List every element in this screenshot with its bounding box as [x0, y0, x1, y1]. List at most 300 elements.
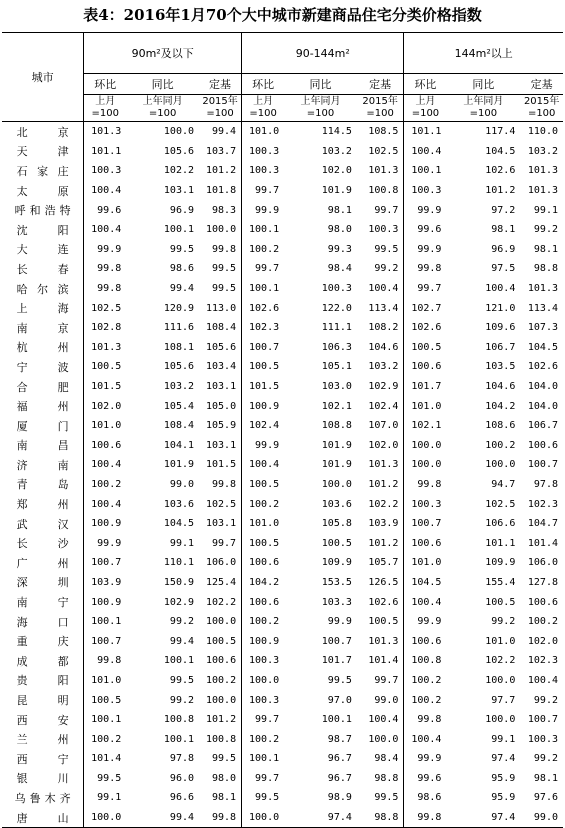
value-cell: 108.8	[321, 420, 352, 432]
value-cell: 104.5	[411, 576, 442, 588]
value-cell: 98.1	[533, 243, 558, 255]
value-cell: 102.8	[91, 322, 122, 334]
value-cell: 99.6	[417, 224, 442, 236]
base-header-row	[2, 95, 563, 122]
value-cell: 97.4	[284, 808, 357, 828]
value-cell: 100.3	[249, 165, 280, 177]
city-cell: 呼和浩特	[2, 200, 84, 220]
value-cell: 99.0	[357, 690, 404, 710]
table-row	[2, 788, 563, 808]
value-cell: 108.2	[357, 318, 404, 338]
value-cell: 101.1	[485, 537, 516, 549]
value-cell: 100.2	[411, 694, 442, 706]
value-cell: 100.5	[321, 537, 352, 549]
value-cell: 121.0	[485, 302, 516, 314]
value-cell: 105.8	[321, 518, 352, 530]
value-cell: 101.0	[485, 635, 516, 647]
value-cell: 104.7	[527, 518, 558, 530]
value-cell: 96.9	[491, 243, 516, 255]
table-row	[2, 631, 563, 651]
sub-header-cell: 同比	[126, 74, 199, 95]
value-cell: 96.6	[169, 792, 195, 804]
table-row	[2, 494, 563, 514]
value-cell: 94.7	[491, 478, 516, 490]
value-cell: 100.2	[91, 478, 122, 490]
value-cell: 100.2	[199, 671, 242, 691]
value-cell: 113.4	[357, 298, 404, 318]
value-cell: 103.6	[163, 498, 195, 510]
value-cell: 101.9	[321, 439, 352, 451]
city-cell: 合肥	[2, 377, 84, 397]
value-cell: 101.0	[249, 126, 280, 138]
table-row	[2, 455, 563, 475]
value-cell: 102.1	[411, 420, 442, 432]
city-cell: 长春	[2, 259, 84, 279]
city-cell: 宁波	[2, 357, 84, 377]
value-cell: 120.9	[163, 302, 195, 314]
value-cell: 100.4	[91, 224, 122, 236]
value-cell: 111.1	[321, 322, 352, 334]
value-cell: 97.4	[491, 753, 516, 765]
value-cell: 100.8	[163, 714, 195, 726]
value-cell: 98.1	[491, 224, 516, 236]
value-cell: 101.2	[357, 475, 404, 495]
value-cell: 99.9	[255, 439, 280, 451]
value-cell: 105.9	[199, 416, 242, 436]
value-cell: 99.9	[417, 753, 442, 765]
value-cell: 99.5	[169, 243, 195, 255]
value-cell: 99.7	[255, 185, 280, 197]
base-header-cell: 上月 =100	[242, 95, 285, 122]
value-cell: 100.9	[91, 518, 122, 530]
table-row	[2, 200, 563, 220]
value-cell: 101.8	[199, 181, 242, 201]
value-cell: 110.1	[163, 557, 195, 569]
table-row	[2, 749, 563, 769]
value-cell: 117.4	[485, 126, 516, 138]
value-cell: 99.8	[97, 283, 122, 295]
value-cell: 104.6	[485, 381, 516, 393]
value-cell: 103.2	[321, 145, 352, 157]
city-cell: 青岛	[2, 475, 84, 495]
value-cell: 98.0	[327, 224, 352, 236]
value-cell: 101.3	[357, 161, 404, 181]
table-row	[2, 475, 563, 495]
value-cell: 126.5	[357, 573, 404, 593]
value-cell: 101.0	[411, 400, 442, 412]
city-cell: 北京	[2, 122, 84, 142]
value-cell: 101.5	[91, 381, 122, 393]
value-cell: 100.5	[249, 478, 280, 490]
value-cell: 100.2	[485, 439, 516, 451]
base-header-cell: 上年同月 =100	[284, 95, 357, 122]
table-row	[2, 181, 563, 201]
value-cell: 100.0	[199, 220, 242, 240]
value-cell: 106.6	[485, 518, 516, 530]
value-cell: 104.5	[527, 341, 558, 353]
value-cell: 100.4	[91, 185, 122, 197]
value-cell: 100.6	[527, 439, 558, 451]
value-cell: 102.6	[527, 361, 558, 373]
value-cell: 101.3	[527, 165, 558, 177]
sub-header-cell: 环比	[84, 74, 127, 95]
table-row	[2, 651, 563, 671]
value-cell: 103.1	[199, 436, 242, 456]
value-cell: 106.7	[527, 420, 558, 432]
city-cell: 南宁	[2, 592, 84, 612]
value-cell: 101.2	[199, 710, 242, 730]
city-cell: 昆明	[2, 690, 84, 710]
value-cell: 99.2	[169, 694, 195, 706]
value-cell: 98.4	[357, 749, 404, 769]
value-cell: 96.7	[327, 772, 352, 784]
value-cell: 122.0	[321, 302, 352, 314]
value-cell: 99.2	[533, 694, 558, 706]
value-cell: 99.8	[199, 808, 242, 828]
value-cell: 108.4	[163, 420, 195, 432]
base-header-cell: 2015年 =100	[357, 95, 404, 122]
value-cell: 100.3	[411, 185, 442, 197]
value-cell: 105.6	[163, 145, 195, 157]
value-cell: 100.3	[357, 220, 404, 240]
value-cell: 99.2	[357, 259, 404, 279]
value-cell: 97.4	[446, 808, 520, 828]
value-cell: 97.5	[491, 263, 516, 275]
value-cell: 96.7	[327, 753, 352, 765]
value-cell: 101.4	[357, 651, 404, 671]
value-cell: 102.3	[249, 322, 280, 334]
value-cell: 102.6	[485, 165, 516, 177]
value-cell: 102.3	[527, 498, 558, 510]
value-cell: 104.5	[163, 518, 195, 530]
city-cell: 成都	[2, 651, 84, 671]
value-cell: 98.8	[357, 769, 404, 789]
value-cell: 100.7	[249, 341, 280, 353]
table-row	[2, 318, 563, 338]
value-cell: 99.5	[169, 674, 195, 686]
value-cell: 100.9	[249, 400, 280, 412]
value-cell: 98.3	[199, 200, 242, 220]
value-cell: 100.4	[411, 596, 442, 608]
value-cell: 99.1	[169, 537, 195, 549]
city-cell: 厦门	[2, 416, 84, 436]
value-cell: 102.6	[411, 322, 442, 334]
value-cell: 104.5	[485, 145, 516, 157]
value-cell: 101.3	[91, 126, 122, 138]
value-cell: 100.3	[411, 498, 442, 510]
value-cell: 100.0	[242, 808, 285, 828]
value-cell: 102.0	[91, 400, 122, 412]
value-cell: 104.0	[527, 400, 558, 412]
value-cell: 100.0	[163, 126, 195, 138]
table-row	[2, 612, 563, 632]
value-cell: 101.0	[91, 674, 122, 686]
value-cell: 100.5	[357, 612, 404, 632]
value-cell: 101.1	[91, 145, 122, 157]
value-cell: 105.4	[163, 400, 195, 412]
base-header-cell: 上月 =100	[404, 95, 447, 122]
table-row	[2, 573, 563, 593]
value-cell: 99.9	[417, 616, 442, 628]
city-cell: 济南	[2, 455, 84, 475]
value-cell: 99.1	[533, 204, 558, 216]
value-cell: 155.4	[485, 576, 516, 588]
value-cell: 98.1	[533, 772, 558, 784]
value-cell: 103.0	[321, 381, 352, 393]
value-cell: 104.0	[527, 381, 558, 393]
value-cell: 100.4	[411, 733, 442, 745]
value-cell: 101.5	[249, 381, 280, 393]
value-cell: 103.6	[321, 498, 352, 510]
city-cell: 乌鲁木齐	[2, 788, 84, 808]
value-cell: 103.1	[199, 514, 242, 534]
value-cell: 99.7	[357, 671, 404, 691]
table-row	[2, 122, 563, 142]
value-cell: 100.1	[249, 753, 280, 765]
sub-header-cell: 环比	[404, 74, 447, 95]
sub-header-cell: 同比	[446, 74, 520, 95]
value-cell: 100.5	[411, 341, 442, 353]
value-cell: 100.7	[411, 518, 442, 530]
value-cell: 100.3	[249, 694, 280, 706]
value-cell: 108.6	[485, 420, 516, 432]
table-row	[2, 298, 563, 318]
value-cell: 100.6	[249, 596, 280, 608]
value-cell: 103.7	[199, 142, 242, 162]
value-cell: 100.0	[249, 674, 280, 686]
value-cell: 127.8	[527, 576, 558, 588]
base-header-cell: 2015年 =100	[520, 95, 563, 122]
table-row	[2, 436, 563, 456]
table-row	[2, 533, 563, 553]
value-cell: 102.4	[249, 420, 280, 432]
value-cell: 105.6	[163, 361, 195, 373]
value-cell: 100.2	[249, 616, 280, 628]
value-cell: 107.3	[527, 322, 558, 334]
value-cell: 102.2	[357, 494, 404, 514]
value-cell: 101.3	[527, 185, 558, 197]
table-row	[2, 729, 563, 749]
value-cell: 106.7	[485, 341, 516, 353]
value-cell: 101.7	[411, 381, 442, 393]
value-cell: 100.1	[91, 616, 122, 628]
value-cell: 102.7	[411, 302, 442, 314]
value-cell: 102.1	[321, 400, 352, 412]
value-cell: 100.0	[485, 459, 516, 471]
value-cell: 99.8	[97, 655, 122, 667]
value-cell: 103.3	[321, 596, 352, 608]
value-cell: 105.1	[321, 361, 352, 373]
value-cell: 98.4	[327, 263, 352, 275]
value-cell: 108.4	[199, 318, 242, 338]
value-cell: 99.5	[255, 792, 280, 804]
value-cell: 96.0	[169, 772, 195, 784]
value-cell: 101.1	[411, 126, 442, 138]
value-cell: 102.5	[357, 142, 404, 162]
value-cell: 98.8	[357, 808, 404, 828]
base-header-cell: 2015年 =100	[199, 95, 242, 122]
sub-header-cell: 定基	[520, 74, 563, 95]
value-cell: 99.7	[255, 772, 280, 784]
value-cell: 100.8	[411, 655, 442, 667]
sub-header-cell: 环比	[242, 74, 285, 95]
value-cell: 99.0	[169, 478, 195, 490]
value-cell: 100.3	[527, 733, 558, 745]
value-cell: 101.4	[91, 753, 122, 765]
value-cell: 99.5	[327, 674, 352, 686]
value-cell: 100.3	[249, 655, 280, 667]
table-row	[2, 592, 563, 612]
value-cell: 99.9	[97, 243, 122, 255]
value-cell: 109.9	[485, 557, 516, 569]
value-cell: 100.5	[91, 361, 122, 373]
table-row	[2, 416, 563, 436]
value-cell: 106.0	[527, 557, 558, 569]
value-cell: 99.9	[97, 537, 122, 549]
sub-header-cell: 定基	[199, 74, 242, 95]
value-cell: 98.1	[327, 204, 352, 216]
value-cell: 95.9	[491, 792, 516, 804]
value-cell: 99.7	[255, 714, 280, 726]
city-cell: 哈尔滨	[2, 279, 84, 299]
value-cell: 100.1	[163, 655, 195, 667]
value-cell: 153.5	[321, 576, 352, 588]
value-cell: 98.8	[533, 263, 558, 275]
value-cell: 113.0	[199, 298, 242, 318]
value-cell: 99.8	[199, 240, 242, 260]
value-cell: 99.9	[417, 204, 442, 216]
city-cell: 唐山	[2, 808, 84, 828]
value-cell: 99.8	[97, 263, 122, 275]
value-cell: 97.6	[533, 792, 558, 804]
value-cell: 100.0	[357, 729, 404, 749]
value-cell: 99.2	[533, 224, 558, 236]
value-cell: 125.4	[199, 573, 242, 593]
city-cell: 银川	[2, 769, 84, 789]
value-cell: 102.6	[357, 592, 404, 612]
table-row	[2, 396, 563, 416]
value-cell: 101.4	[527, 537, 558, 549]
value-cell: 100.7	[91, 635, 122, 647]
value-cell: 103.1	[163, 185, 195, 197]
value-cell: 100.5	[199, 631, 242, 651]
table-row	[2, 808, 563, 828]
table-row	[2, 553, 563, 573]
value-cell: 101.3	[91, 341, 122, 353]
table-row	[2, 710, 563, 730]
value-cell: 100.6	[91, 439, 122, 451]
value-cell: 102.5	[91, 302, 122, 314]
value-cell: 99.4	[169, 283, 195, 295]
value-cell: 100.0	[199, 690, 242, 710]
table-row	[2, 279, 563, 299]
value-cell: 99.5	[97, 772, 122, 784]
value-cell: 99.4	[169, 635, 195, 647]
value-cell: 97.8	[533, 478, 558, 490]
value-cell: 100.0	[411, 459, 442, 471]
value-cell: 103.9	[91, 576, 122, 588]
value-cell: 114.5	[321, 126, 352, 138]
value-cell: 99.5	[199, 749, 242, 769]
value-cell: 101.0	[249, 518, 280, 530]
value-cell: 99.1	[491, 733, 516, 745]
value-cell: 100.2	[249, 243, 280, 255]
table-row	[2, 220, 563, 240]
value-cell: 101.0	[91, 420, 122, 432]
value-cell: 100.2	[411, 674, 442, 686]
value-cell: 100.5	[485, 596, 516, 608]
value-cell: 100.1	[249, 224, 280, 236]
value-cell: 99.6	[97, 204, 122, 216]
value-cell: 102.2	[163, 165, 195, 177]
city-column-header: 城市	[2, 33, 84, 122]
value-cell: 102.2	[485, 655, 516, 667]
value-cell: 108.1	[163, 341, 195, 353]
value-cell: 100.1	[321, 714, 352, 726]
value-cell: 97.8	[169, 753, 195, 765]
value-cell: 100.4	[485, 283, 516, 295]
value-cell: 99.9	[417, 243, 442, 255]
value-cell: 99.5	[357, 788, 404, 808]
value-cell: 98.0	[199, 769, 242, 789]
value-cell: 110.0	[527, 126, 558, 138]
value-cell: 100.4	[411, 145, 442, 157]
value-cell: 100.5	[249, 361, 280, 373]
table-row	[2, 142, 563, 162]
city-cell: 长沙	[2, 533, 84, 553]
group-header-medium: 90-144m²	[242, 33, 404, 74]
value-cell: 102.5	[199, 494, 242, 514]
value-cell: 105.6	[199, 338, 242, 358]
city-cell: 贵阳	[2, 671, 84, 691]
city-cell: 海口	[2, 612, 84, 632]
value-cell: 101.2	[357, 533, 404, 553]
table-body	[2, 122, 563, 828]
value-cell: 99.4	[199, 122, 242, 142]
value-cell: 100.0	[84, 808, 127, 828]
value-cell: 98.1	[199, 788, 242, 808]
value-cell: 100.6	[249, 557, 280, 569]
city-cell: 上海	[2, 298, 84, 318]
value-cell: 100.1	[249, 283, 280, 295]
value-cell: 99.9	[327, 616, 352, 628]
value-cell: 99.6	[417, 772, 442, 784]
value-cell: 100.9	[91, 596, 122, 608]
value-cell: 102.0	[527, 635, 558, 647]
value-cell: 99.1	[97, 792, 122, 804]
value-cell: 103.2	[527, 145, 558, 157]
value-cell: 104.6	[357, 338, 404, 358]
table-row	[2, 357, 563, 377]
value-cell: 97.7	[491, 694, 516, 706]
value-cell: 99.8	[404, 808, 447, 828]
value-cell: 100.3	[91, 165, 122, 177]
value-cell: 102.9	[357, 377, 404, 397]
value-cell: 100.2	[249, 498, 280, 510]
value-cell: 100.5	[249, 537, 280, 549]
value-cell: 102.9	[163, 596, 195, 608]
value-cell: 101.0	[411, 557, 442, 569]
table-title: 表4：2016年1月70个大中城市新建商品住宅分类价格指数	[83, 6, 482, 24]
value-cell: 99.8	[417, 714, 442, 726]
value-cell: 100.4	[91, 459, 122, 471]
group-header-small: 90m²及以下	[84, 33, 242, 74]
value-cell: 99.7	[357, 200, 404, 220]
value-cell: 102.4	[357, 396, 404, 416]
value-cell: 100.7	[527, 714, 558, 726]
value-cell: 100.0	[321, 478, 352, 490]
value-cell: 98.6	[417, 792, 442, 804]
